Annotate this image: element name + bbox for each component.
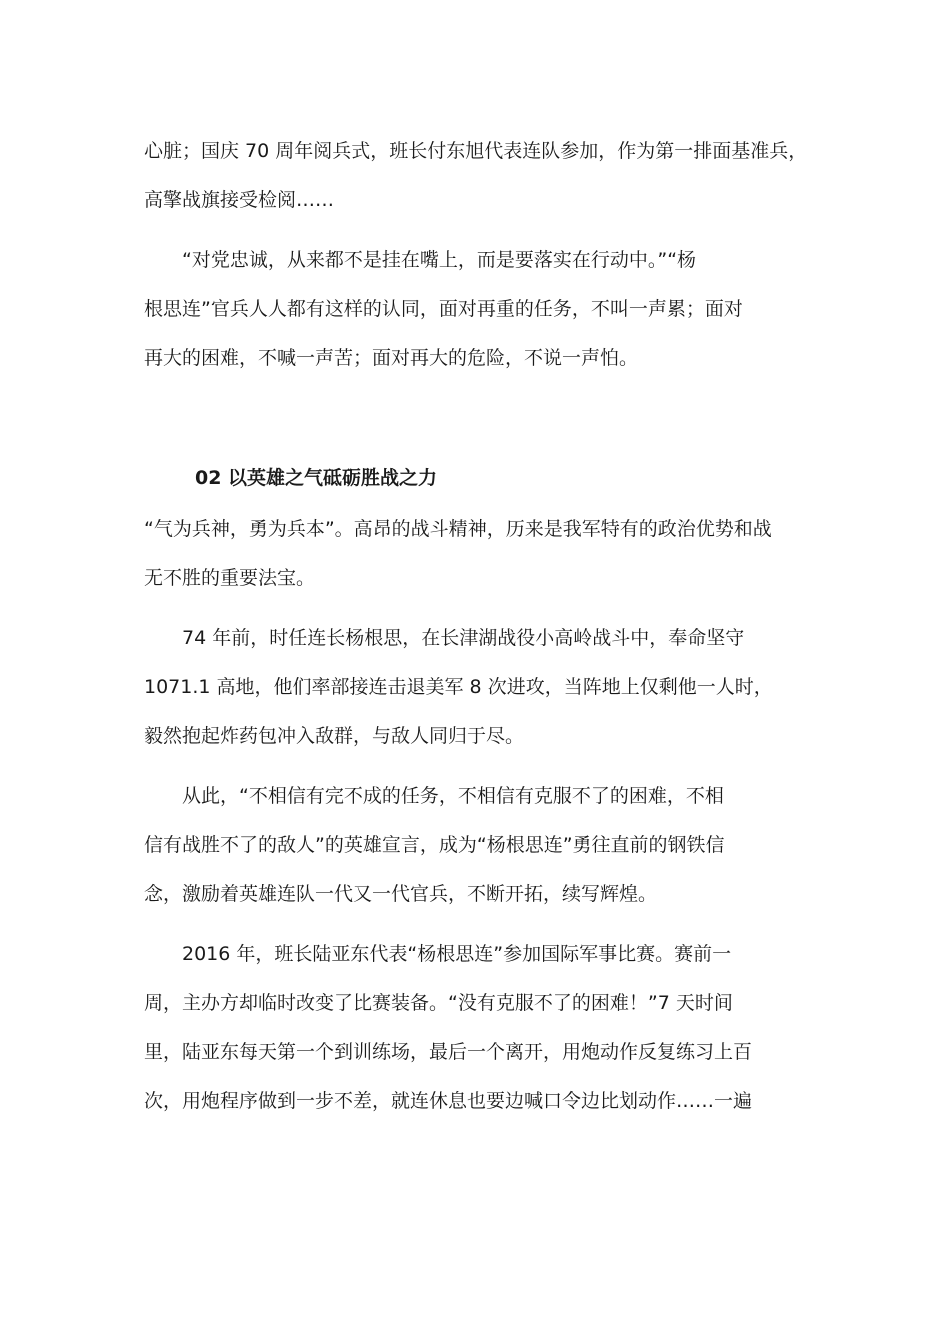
paragraph-3	[144, 505, 810, 603]
text-line: 次，用炮程序做到一步不差，就连休息也要边喊口令边比划动作……一遍	[144, 1090, 753, 1112]
text-line: 心脏；国庆 70 周年阅兵式，班长付东旭代表连队参加，作为第一排面基准兵，	[144, 140, 808, 162]
text-line: “气为兵神，勇为兵本”。高昂的战斗精神，历来是我军特有的政治优势和战	[144, 518, 772, 540]
text-line: 2016 年，班长陆亚东代表“杨根思连”参加国际军事比赛。赛前一	[144, 943, 732, 965]
text-line: 念，激励着英雄连队一代又一代官兵，不断开拓，续写辉煌。	[144, 883, 658, 905]
paragraph-6	[144, 930, 810, 1126]
paragraph-5	[144, 772, 810, 919]
paragraph-2	[144, 236, 810, 383]
text-line: 74 年前，时任连长杨根思，在长津湖战役小高岭战斗中，奉命坚守	[144, 627, 745, 649]
text-line: 里，陆亚东每天第一个到训练场，最后一个离开，用炮动作反复练习上百	[144, 1041, 753, 1063]
text-line: “对党忠诚，从来都不是挂在嘴上，而是要落实在行动中。”“杨	[144, 249, 697, 271]
paragraph-1	[144, 127, 810, 225]
text-line: 从此，“不相信有完不成的任务，不相信有克服不了的困难，不相	[144, 785, 724, 807]
text-line: 无不胜的重要法宝。	[144, 567, 316, 589]
text-line: 周，主办方却临时改变了比赛装备。“没有克服不了的困难！”7 天时间	[144, 992, 733, 1014]
text-line: 根思连”官兵人人都有这样的认同，面对再重的任务，不叫一声累；面对	[144, 298, 743, 320]
text-line: 再大的困难，不喊一声苦；面对再大的危险，不说一声怕。	[144, 347, 639, 369]
text-line: 高擎战旗接受检阅……	[144, 189, 335, 211]
section-heading: 02 以英雄之气砥砺胜战之力	[195, 467, 438, 489]
text-line: 毅然抱起炸药包冲入敌群，与敌人同归于尽。	[144, 725, 525, 747]
paragraph-4	[144, 614, 810, 761]
text-line: 信有战胜不了的敌人”的英雄宣言，成为“杨根思连”勇往直前的钢铁信	[144, 834, 725, 856]
text-line: 1071.1 高地，他们率部接连击退美军 8 次进攻，当阵地上仅剩他一人时，	[144, 676, 773, 698]
